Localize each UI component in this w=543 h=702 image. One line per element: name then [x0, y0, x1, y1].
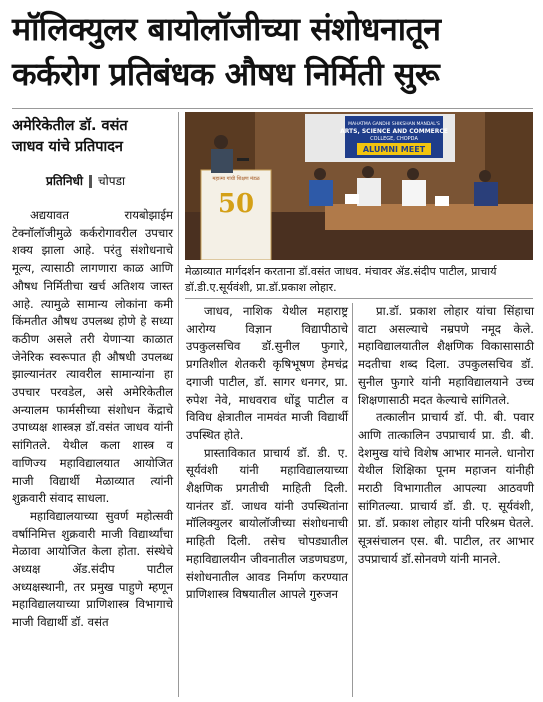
- headline-rule: [12, 108, 533, 109]
- article-paragraph: तत्कालीन प्राचार्य डॉ. पी. बी. पवार आणि तात्कालिन उपप्राचार्य प्रा. डी. बी. देशमुख यांचे विशेष आभार मानले. धानोरा येथील शिक्षिका पूनम महाजन यांनीही मराठी विभागातील आपल्या आठवणी सांगितल्या. प्राचार्य डॉ. डी. ए. सूर्यवंशी, प्रा. डॉ. प्रकाश लोहार यांनी परिश्रम घेतले. सूत्रसंचालन एस. बी. पाटील, तर आभार उपप्राचार्य डॉ.सोनवणे यांनी मानले.: [358, 410, 534, 566]
- headline-line-2: कर्करोग प्रतिबंधक औषध निर्मिती सुरू: [12, 55, 440, 93]
- article-paragraph: महाविद्यालयाच्या सुवर्ण महोत्सवी वर्षानिमित्त शुक्रवारी माजी विद्यार्थ्यांचा मेळावा आयोजित केला होता. संस्थेचे अध्यक्ष ॲड.संदीप पाटील अध्यक्षस्थानी, तर प्रमुख पाहुणे म्हणून महाविद्यालयाच्या प्राणिशास्त्र विभागाचे माजी विद्यार्थी डॉ. वसंत: [12, 508, 173, 630]
- headline-line-1: मॉलिक्युलर बायोलॉजीच्या संशोधनातून: [12, 10, 441, 48]
- article-paragraph: अद्ययावत रायबोझाईम टेक्नॉलॉजीमुळे कर्करोगावरील उपचार शक्य झाला आहे. परंतु संशोधनाचे मूल्य, त्यासाठी लागणारा काळ आणि औषध निर्मितीचा खर्च अतिशय जास्त आहे. त्यामुळे सामान्य लोकांना कमी किंमतीत औषध उपलब्ध होणे हे सध्या कठीण असले तरी येणाऱ्या काळात जेनेरिक स्वरूपात ही औषधी उपलब्ध झाल्यानंतर त्यावरील सामान्यांना हा उपचार परवडेल, असे अमेरिकेतील अन्यालम फार्मसीच्या संशोधन केंद्राचे उपाध्यक्ष शास्त्रज्ञ डॉ.वसंत जाधव यांनी सांगितले. येथील कला शास्त्र व वाणिज्य महाविद्यालयात आयोजित माजी विद्यार्थी मेळाव्यात त्यांनी शुक्रवारी संवाद साधला.: [12, 208, 173, 506]
- article-column-1: [12, 207, 173, 632]
- article-paragraph: जाधव, नाशिक येथील महाराष्ट्र आरोग्य विज्ञान विद्यापीठाचे उपकुलसचिव डॉ.सुनील फुगारे, प्रगतिशील शेतकरी कृषिभूषण हेमचंद्र दगाजी पाटील, डॉ. सागर धनगर, प्रा. रुपेश नेवे, माधवराव धोंडू पाटील व विविध क्षेत्रातील नामवंत माजी विद्यार्थी उपस्थित होते.: [186, 304, 348, 442]
- subheadline-line-2: जाधव यांचे प्रतिपादन: [12, 139, 123, 155]
- article-column-2: [186, 303, 348, 604]
- reporter-name: प्रतिनिधी: [46, 174, 84, 188]
- byline-separator: [89, 175, 92, 188]
- article-paragraph: प्रा.डॉ. प्रकाश लोहार यांचा सिंहाचा वाटा असल्याचे नम्रपणे नमूद केले. महाविद्यालयातील शैक्षणिक विकासासाठी मदतीचा शब्द दिला. उपकुलसचिव डॉ. सुनील फुगारे यांनी महाविद्यालयाने उच्च शिक्षणासाठी मदत केल्याचे सांगितले.: [358, 304, 534, 407]
- article-paragraph: प्रास्ताविकात प्राचार्य डॉ. डी. ए. सूर्यवंशी यांनी महाविद्यालयाच्या शैक्षणिक प्रगतीची माहिती दिली. यानंतर डॉ. जाधव यांनी उपस्थितांना मॉलिक्युलर बायोलॉजीच्या संशोधनाची माहिती दिली. तसेच चोपड्यातील महाविद्यालयीन जीवनातील जडणघडण, संशोधनातील आवड निर्माण करण्यात प्राणिशास्त्र विषयातील आपले गुरुजन: [186, 445, 348, 602]
- byline: [46, 172, 125, 189]
- banner-line-2: ARTS, SCIENCE AND COMMERCE: [340, 128, 448, 135]
- banner-line-1: MAHATMA GANDHI SHIKSHAN MANDAL'S: [348, 122, 440, 127]
- caption-rule: [185, 298, 533, 299]
- banner-alumni-title: ALUMNI MEET: [362, 145, 426, 154]
- dateline-place: चोपडा: [98, 174, 126, 188]
- article-column-3: [358, 303, 534, 569]
- headline: [12, 6, 532, 96]
- podium-anniversary-number: 50: [217, 189, 255, 219]
- subheadline-line-1: अमेरिकेतील डॉ. वसंत: [12, 118, 128, 134]
- podium-text: महात्मा गांधी शिक्षण मंडळ: [212, 176, 260, 182]
- column-divider: [178, 112, 179, 697]
- event-photo-illustration: [185, 112, 533, 260]
- banner-line-3: COLLEGE, CHOPDA: [370, 136, 418, 142]
- event-photo: [185, 112, 533, 260]
- column-divider: [352, 303, 353, 697]
- photo-caption: मेळाव्यात मार्गदर्शन करताना डॉ.वसंत जाधव. मंचावर ॲड.संदीप पाटील, प्राचार्य डॉ.डी.ए.सूर्यवंशी, प्रा.डॉ.प्रकाश लोहार.: [185, 265, 497, 294]
- subheadline: [12, 116, 177, 158]
